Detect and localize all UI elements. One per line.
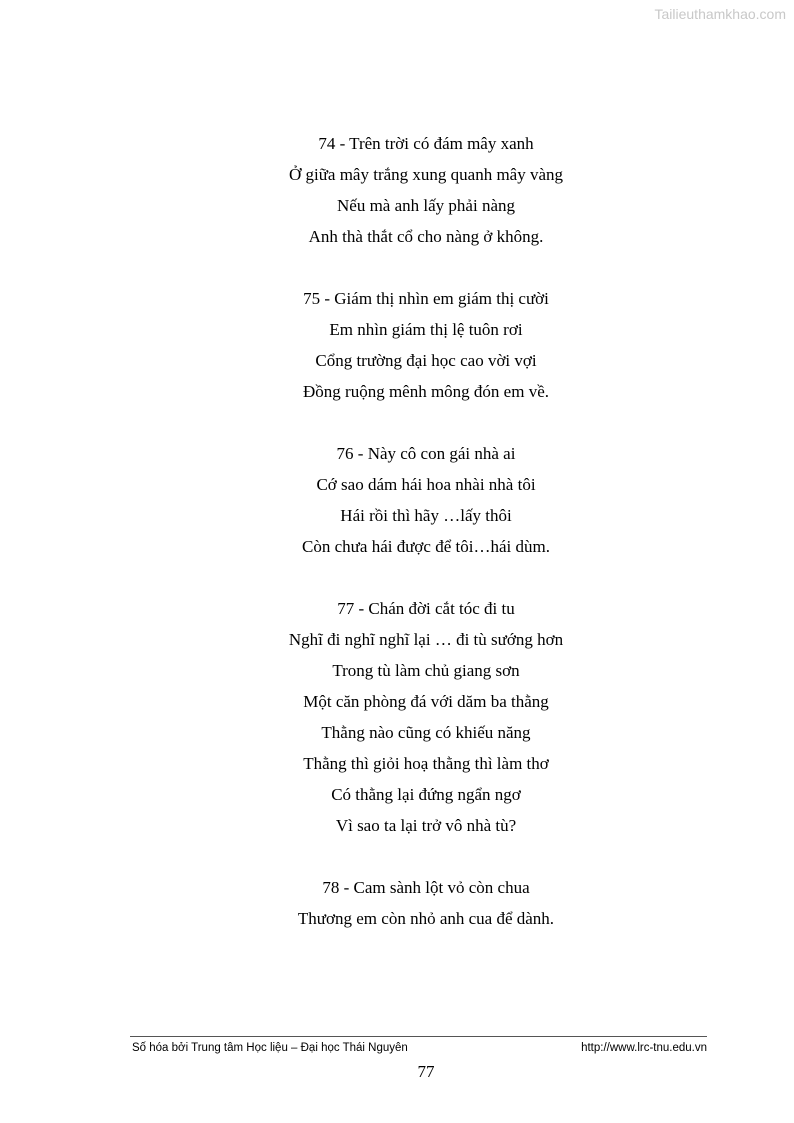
poem-line: Hái rồi thì hãy …lấy thôi <box>340 506 512 525</box>
poem-line: Đồng ruộng mênh mông đón em về. <box>303 382 549 401</box>
footer-divider <box>130 1036 707 1037</box>
poem-line: Cớ sao dám hái hoa nhài nhà tôi <box>316 475 536 494</box>
stanza-78 <box>0 872 794 934</box>
footer-url: http://www.lrc-tnu.edu.vn <box>581 1042 707 1054</box>
poem-line: Cổng trường đại học cao vời vợi <box>315 351 537 370</box>
poem-line: Trong tù làm chủ giang sơn <box>332 661 520 680</box>
poem-line: Thằng thì giỏi hoạ thằng thì làm thơ <box>303 754 549 773</box>
page-number: 77 <box>417 1062 435 1081</box>
stanza-76 <box>0 438 794 562</box>
poem-line: Em nhìn giám thị lệ tuôn rơi <box>329 320 523 339</box>
poem-list <box>0 128 794 965</box>
poem-line: Một căn phòng đá với dăm ba thằng <box>303 692 549 711</box>
poem-line: Anh thà thắt cổ cho nàng ở không. <box>308 227 544 246</box>
poem-line: 78 - Cam sành lột vỏ còn chua <box>322 878 530 897</box>
poem-line: Thương em còn nhỏ anh cua để dành. <box>297 909 555 928</box>
poem-line: Có thằng lại đứng ngẩn ngơ <box>331 785 521 804</box>
poem-line: Nghĩ đi nghĩ nghĩ lại … đi tù sướng hơn <box>288 630 564 649</box>
poem-line: Còn chưa hái được để tôi…hái dùm. <box>302 537 550 556</box>
footer-source: Số hóa bởi Trung tâm Học liệu – Đại học Thái Nguyên <box>132 1042 408 1054</box>
poem-line: Nếu mà anh lấy phải nàng <box>337 196 515 215</box>
poem-line: Ở giữa mây trắng xung quanh mây vàng <box>288 165 564 184</box>
poem-line: 76 - Này cô con gái nhà ai <box>336 444 516 463</box>
stanza-75 <box>0 283 794 407</box>
poem-line: 74 - Trên trời có đám mây xanh <box>318 134 534 153</box>
watermark: Tailieuthamkhao.com <box>654 6 786 22</box>
poem-line: 77 - Chán đời cắt tóc đi tu <box>337 599 515 618</box>
poem-line: 75 - Giám thị nhìn em giám thị cười <box>303 289 549 308</box>
stanza-77 <box>0 593 794 841</box>
stanza-74 <box>0 128 794 252</box>
poem-line: Thằng nào cũng có khiếu năng <box>321 723 531 742</box>
poem-line: Vì sao ta lại trở vô nhà tù? <box>335 816 517 835</box>
